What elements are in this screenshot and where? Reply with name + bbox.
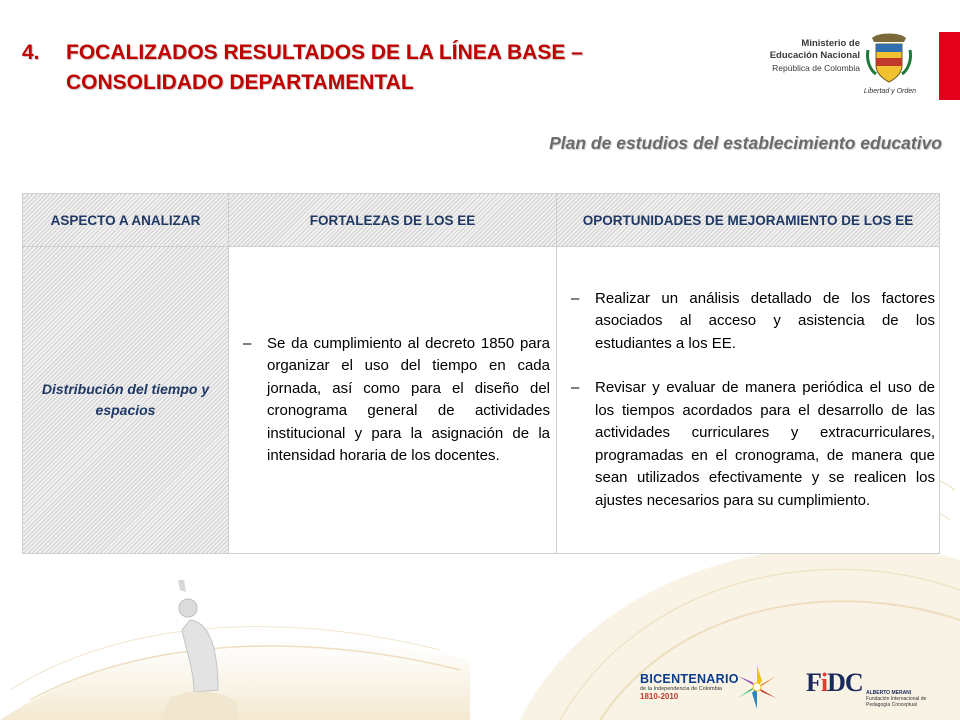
bicentenario-subtitle: de la Independencia de Colombia <box>640 686 722 692</box>
bicentenario-text <box>640 672 739 701</box>
fidc-letter-f: F <box>806 668 821 697</box>
header-fortalezas: FORTALEZAS DE LOS EE <box>229 194 557 247</box>
bicentenario-title: BICENTENARIO <box>640 672 739 686</box>
bicentenario-star-icon <box>732 662 782 712</box>
fidc-letters-dc: DC <box>827 668 863 697</box>
accent-red-bar <box>939 32 960 100</box>
ministry-line-3: República de Colombia <box>772 63 860 73</box>
ministry-line-1: Ministerio de <box>801 38 860 49</box>
bicentenario-logo <box>640 662 790 712</box>
oportunidades-list <box>557 288 935 513</box>
bicentenario-years: 1810-2010 <box>640 692 679 701</box>
title-line-1: FOCALIZADOS RESULTADOS DE LA LÍNEA BASE – <box>66 41 583 64</box>
ministry-logo <box>760 30 920 100</box>
title-line-2: CONSOLIDADO DEPARTAMENTAL <box>66 71 414 94</box>
fidc-description: Fundación Internacional de Pedagogía Conceptual <box>866 696 927 708</box>
fidc-letter-i: i <box>820 668 828 697</box>
coat-of-arms-icon <box>864 30 914 94</box>
ministry-line-2: Educación Nacional <box>769 50 860 61</box>
fidc-logo <box>806 668 936 708</box>
oportunidad-item-2: – Revisar y evaluar de manera periódica el uso de los tiempos acordados para el desarrollo de las actividades curriculares y extracurriculares, programadas en el cronograma, de manera que sean utilizados efectivamente y se realicen los ajustes necesarios para su cumplimiento. <box>595 377 935 512</box>
ministry-text <box>760 38 860 74</box>
header-aspecto: ASPECTO A ANALIZAR <box>23 194 229 247</box>
table-row <box>23 247 940 554</box>
oportunidad-item-1: – Realizar un análisis detallado de los factores asociados al acceso y asistencia de los estudiantes a los EE. <box>595 288 935 356</box>
fortaleza-item: – Se da cumplimiento al decreto 1850 para organizar el uso del tiempo en cada jornada, así como para el diseño del cronograma general de actividades institucional y para la asignación de la intensidad horaria de los docentes. <box>267 333 550 468</box>
slide-title <box>22 38 722 98</box>
fidc-caption <box>866 690 946 708</box>
title-number: 4. <box>22 41 40 64</box>
oportunidades-cell <box>557 247 940 554</box>
figure-person-pointing-illustration <box>160 580 240 720</box>
fortalezas-cell <box>229 247 557 554</box>
fidc-wordmark <box>806 668 863 698</box>
table-header-row <box>23 194 940 247</box>
slide-subtitle: Plan de estudios del establecimiento educativo <box>549 133 942 153</box>
analysis-table <box>22 193 940 554</box>
fortalezas-list <box>229 333 552 468</box>
header-oportunidades: OPORTUNIDADES DE MEJORAMIENTO DE LOS EE <box>557 194 940 247</box>
fidc-name: ALBERTO MERANI <box>866 690 912 696</box>
aspect-cell: Distribución del tiempo y espacios <box>23 247 229 554</box>
ministry-motto: Libertad y Orden <box>863 88 917 95</box>
